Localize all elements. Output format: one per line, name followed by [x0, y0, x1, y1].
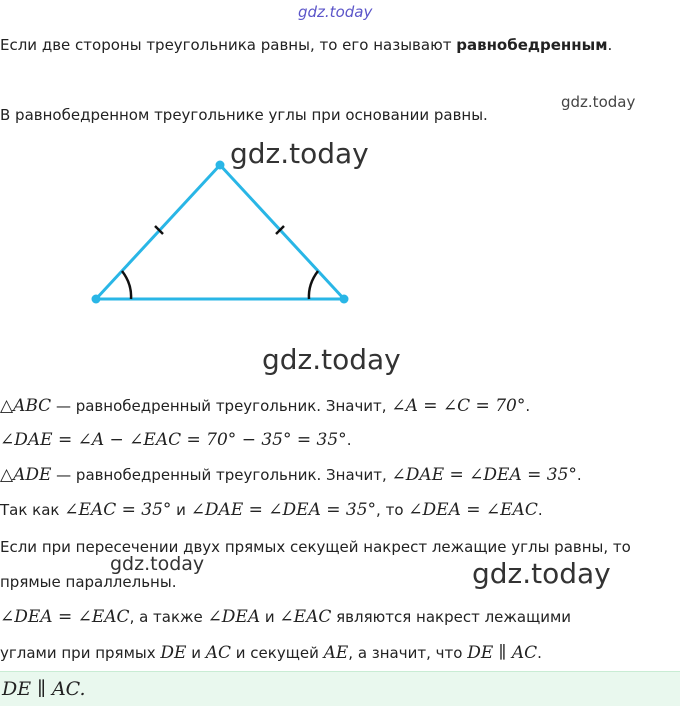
math-dea-eq-eac: ∠DEA = ∠EAC [0, 607, 130, 627]
math-angles-equal: ∠A = ∠C = 70° [391, 396, 526, 416]
base-angle-arc-right [309, 271, 318, 299]
math-angles-dae-dea: ∠DAE = ∠DEA = 35° [391, 465, 577, 485]
watermark-small: gdz.today [561, 93, 636, 111]
definition-term: равнобедренным [456, 36, 608, 54]
solution-line-5 [0, 607, 571, 627]
solution-text: и [171, 501, 191, 519]
solution-text: и [260, 608, 280, 626]
watermark-top: gdz.today [298, 3, 373, 21]
math-triangle-ade: △ADE [0, 465, 52, 485]
math-line-ae: AE [323, 643, 349, 663]
vertex-right [340, 295, 349, 304]
math-angle-eac: ∠EAC [279, 607, 332, 627]
property-paragraph: В равнобедренном треугольнике углы при основании равны. [0, 106, 488, 124]
math-triangle-abc: △ABC [0, 396, 52, 416]
solution-text: и [186, 644, 206, 662]
theorem-line-1: Если при пересечении двух прямых секущей накрест лежащие углы равны, то [0, 538, 631, 556]
solution-period: . [537, 501, 543, 519]
solution-text: , а значит, что [348, 644, 468, 662]
solution-text: углами при прямых [0, 644, 161, 662]
watermark-medium: gdz.today [110, 553, 205, 575]
solution-text: , то [376, 501, 409, 519]
definition-period: . [607, 36, 613, 54]
watermark-large-1: gdz.today [230, 137, 369, 170]
definition-text: Если две стороны треугольника равны, то его называют [0, 36, 457, 54]
base-angle-arc-left [122, 271, 131, 299]
math-angle-dea: ∠DEA [207, 607, 261, 627]
answer-text: DE ∥ AC. [2, 678, 86, 700]
vertex-left [92, 295, 101, 304]
math-line-de: DE [160, 643, 187, 663]
solution-line-3 [0, 465, 582, 485]
solution-period: . [346, 431, 352, 449]
watermark-large-2: gdz.today [262, 343, 401, 376]
vertex-top [216, 161, 225, 170]
solution-period: . [525, 397, 531, 415]
solution-text: являются накрест лежащими [331, 608, 572, 626]
solution-period: . [537, 644, 542, 662]
solution-line-1 [0, 396, 530, 416]
triangle-right-side [220, 165, 344, 299]
math-line-ac: AC [205, 643, 232, 663]
theorem-line-2: прямые параллельны. [0, 573, 177, 591]
solution-line-2 [0, 430, 351, 450]
solution-text: — равнобедренный треугольник. Значит, [51, 397, 392, 415]
solution-text: и секущей [231, 644, 324, 662]
triangle-left-side [96, 165, 220, 299]
watermark-large-3: gdz.today [472, 557, 611, 590]
solution-text: — равнобедренный треугольник. Значит, [51, 466, 392, 484]
math-angles-dae-dea: ∠DAE = ∠DEA = 35° [190, 500, 377, 520]
math-angle-dae-calc: ∠DAE = ∠A − ∠EAC = 70° − 35° = 35° [0, 430, 347, 450]
math-de-parallel-ac: DE ∥ AC [467, 643, 538, 663]
answer-box [0, 671, 680, 706]
math-angle-eac: ∠EAC = 35° [64, 500, 172, 520]
solution-line-4 [0, 500, 543, 520]
math-dea-eq-eac: ∠DEA = ∠EAC [408, 500, 538, 520]
solution-line-6 [0, 643, 542, 663]
solution-text: , а также [129, 608, 208, 626]
solution-text: Так как [0, 501, 65, 519]
solution-period: . [576, 466, 582, 484]
